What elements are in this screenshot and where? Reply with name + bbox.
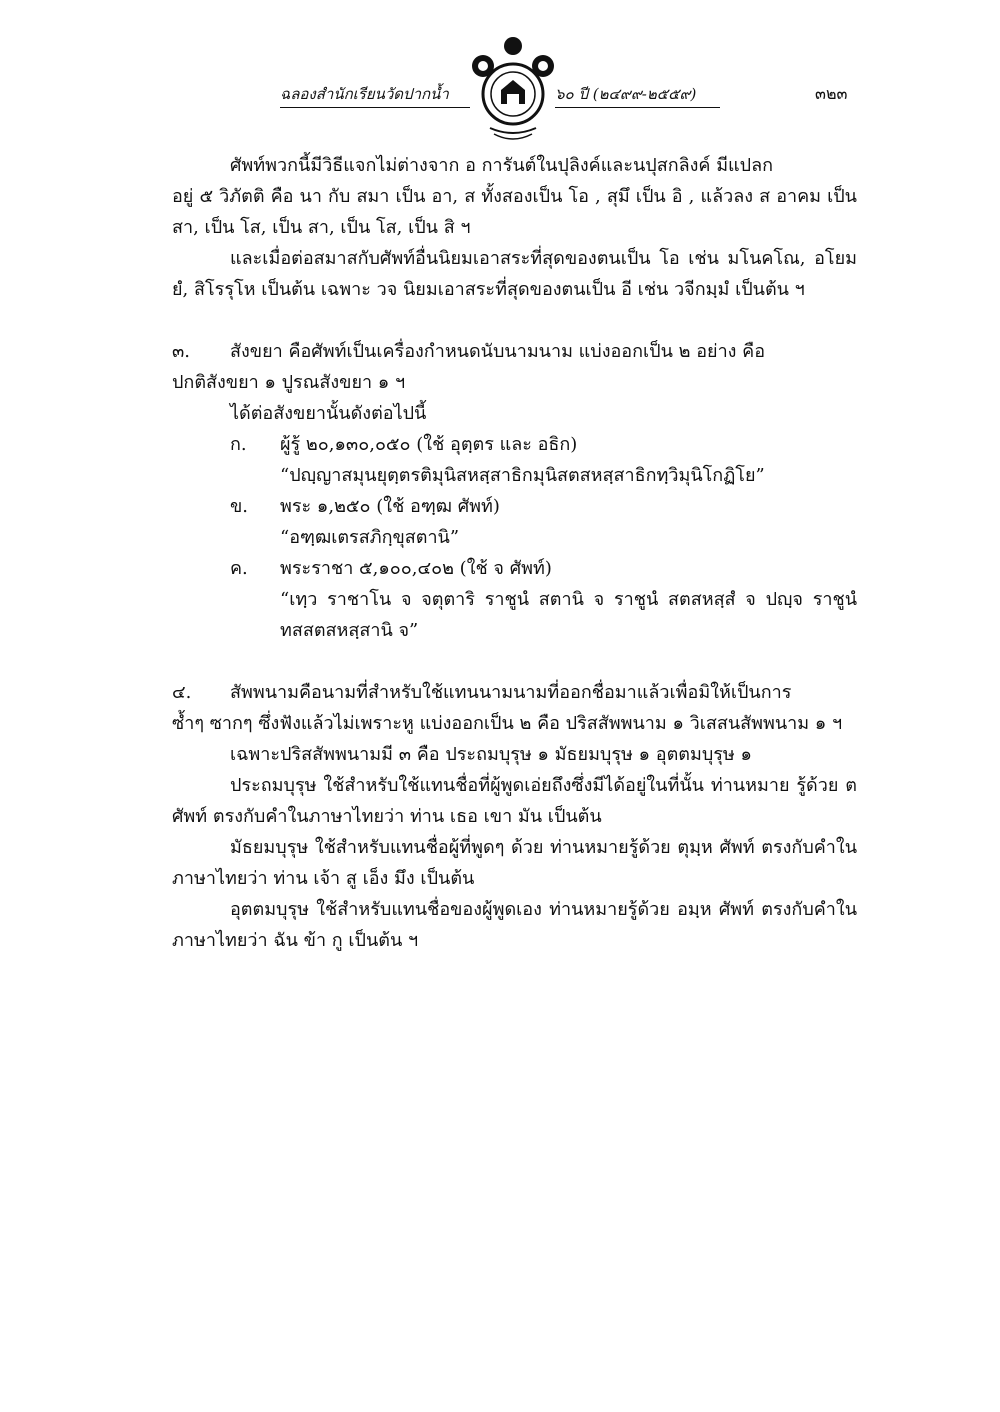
item-text: พระราชา ๕,๑๐๐,๔๐๒ (ใช้ จ ศัพท์) [280, 558, 552, 579]
page-body [172, 150, 857, 956]
section-3-line-1: สังขยา คือศัพท์เป็นเครื่องกำหนดนับนามนาม แบ่งออกเป็น ๒ อย่าง คือ [230, 341, 766, 362]
item-quote: “ปญฺญาสมุนยุตฺตรติมุนิสหสฺสาธิกมุนิสตสหสฺสาธิกทฺวิมุนิโกฏิโย” [280, 465, 765, 486]
section-3-continuation: ปกติสังขยา ๑ ปูรณสังขยา ๑ ฯ [172, 372, 406, 393]
section-3-number: ๓. [172, 341, 191, 362]
paragraph-1-rest: อยู่ ๕ วิภัตติ คือ นา กับ สมา เป็น อา, ส ทั้งสองเป็น โอ , สุมึ เป็น อิ , แล้วลง ส อาคม เป็น สา, เป็น โส, เป็น สา, เป็น โส, เป็น สิ ฯ [172, 186, 857, 238]
list-item [230, 491, 857, 522]
section-4-heading [172, 677, 857, 708]
paragraph-1-line-1: ศัพท์พวกนี้มีวิธีแจกไม่ต่างจาก อ การันต์ในปุลิงค์และนปุสกลิงค์ มีแปลก [230, 155, 774, 176]
page-header [280, 34, 870, 144]
list-item [230, 553, 857, 584]
temple-seal-logo [468, 34, 558, 144]
section-4-number: ๔. [172, 682, 192, 703]
paragraph-third-person: ประถมบุรุษ ใช้สำหรับใช้แทนชื่อที่ผู้พูดเอ่ยถึงซึ่งมีได้อยู่ในที่นั้น ท่านหมาย รู้ด้วย ต ศัพท์ ตรงกับคำในภาษาไทยว่า ท่าน เธอ เขา มัน เป็นต้น [172, 775, 857, 827]
page-number: ๓๒๓ [815, 84, 848, 103]
header-left-title: ฉลองสำนักเรียนวัดปากน้ำ [280, 82, 470, 108]
paragraph-2: และเมื่อต่อสมาสกับศัพท์อื่นนิยมเอาสระที่สุดของตนเป็น โอ เช่น มโนคโณ, อโยมยํ, สิโรรุโห เป็นต้น เฉพาะ วจ นิยมเอาสระที่สุดของตนเป็น อี เช่น วจีกมฺมํ เป็นต้น ฯ [172, 248, 857, 300]
paragraph-first-person: อุตตมบุรุษ ใช้สำหรับแทนชื่อของผู้พูดเอง ท่านหมายรู้ด้วย อมฺห ศัพท์ ตรงกับคำในภาษาไทยว่า ฉัน ข้า กู เป็นต้น ฯ [172, 899, 857, 951]
item-text: ผู้รู้ ๒๐,๑๓๐,๐๕๐ (ใช้ อุตฺตร และ อธิก) [280, 434, 578, 455]
section-4-line-1: สัพพนามคือนามที่สำหรับใช้แทนนามนามที่ออกชื่อมาแล้วเพื่อมิให้เป็นการ [230, 682, 792, 703]
paragraph-pronoun-types: เฉพาะปริสสัพพนามมี ๓ คือ ประถมบุรุษ ๑ มัธยมบุรุษ ๑ อุตตมบุรุษ ๑ [230, 744, 752, 765]
list-item [230, 429, 857, 460]
item-letter: ค. [230, 558, 248, 579]
section-4-continuation: ซ้ำๆ ซากๆ ซึ่งฟังแล้วไม่เพราะหู แบ่งออกเป็น ๒ คือ ปริสสัพพนาม ๑ วิเสสนสัพพนาม ๑ ฯ [172, 713, 843, 734]
item-quote: “อฑฺฒเตรสภิกฺขุสตานิ” [280, 527, 460, 548]
section-3-heading [172, 336, 857, 367]
item-letter: ข. [230, 496, 249, 517]
item-quote: “เทฺว ราชาโน จ จตุตาริ ราชูนํ สตานิ จ ราชูนํ สตสหสฺสํ จ ปญฺจ ราชูนํ ทสสตสหสฺสานิ จ” [280, 589, 857, 641]
paragraph-second-person: มัธยมบุรุษ ใช้สำหรับแทนชื่อผู้ที่พูดๆ ด้วย ท่านหมายรู้ด้วย ตุมฺห ศัพท์ ตรงกับคำในภาษาไทยว่า ท่าน เจ้า สู เอ็ง มึง เป็นต้น [172, 837, 857, 889]
item-text: พระ ๑,๒๕๐ (ใช้ อฑฺฒ ศัพท์) [280, 496, 500, 517]
header-right-title: ๖๐ ปี (๒๔๙๙-๒๕๕๙) [555, 82, 720, 108]
section-3-intro: ได้ต่อสังขยานั้นดังต่อไปนี้ [230, 403, 427, 424]
item-letter: ก. [230, 434, 247, 455]
